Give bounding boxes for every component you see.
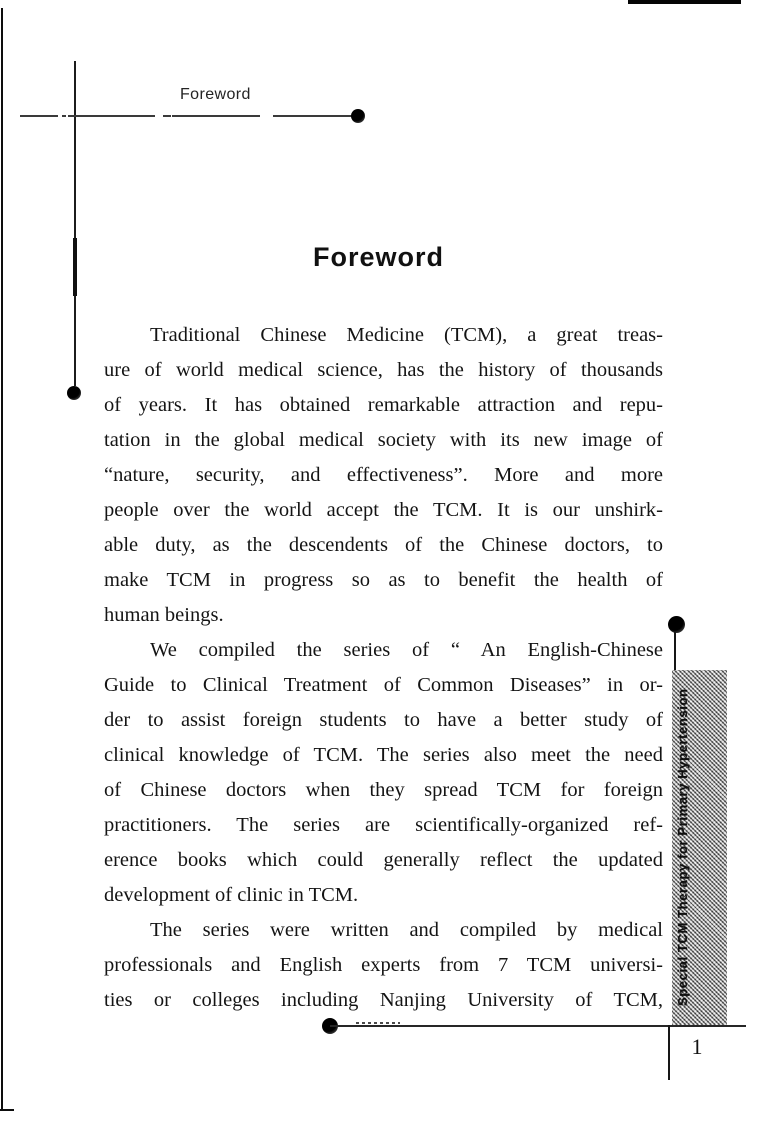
header-rule-dot-icon bbox=[351, 109, 365, 123]
page-title: Foreword bbox=[312, 242, 444, 273]
body-line: The series were written and compiled by medical bbox=[150, 919, 663, 941]
page-border-foot bbox=[0, 1109, 14, 1111]
body-line: We compiled the series of “ An English-Chinese bbox=[150, 639, 663, 661]
body-line: ties or colleges including Nanjing University of TCM, bbox=[104, 989, 663, 1011]
body-line: development of clinic in TCM. bbox=[104, 884, 359, 906]
book-title-strip bbox=[672, 670, 727, 1025]
header-rule-segment bbox=[273, 115, 352, 117]
body-line: erence books which could generally reflect the updated bbox=[104, 849, 663, 871]
header-rule-segment bbox=[163, 115, 171, 117]
header-vertical-rule bbox=[74, 61, 76, 386]
body-line: make TCM in progress so as to benefit the health of bbox=[104, 569, 663, 591]
header-rule-segment bbox=[62, 115, 66, 117]
page-number: 1 bbox=[691, 1034, 703, 1059]
body-line: Traditional Chinese Medicine (TCM), a great treas- bbox=[150, 324, 663, 346]
top-right-scan-bar bbox=[628, 0, 741, 4]
body-line: “nature, security, and effectiveness”. More and more bbox=[104, 464, 663, 486]
body-line: of Chinese doctors when they spread TCM for foreign bbox=[104, 779, 663, 801]
header-rule-segment bbox=[68, 115, 155, 117]
body-line: of years. It has obtained remarkable attraction and repu- bbox=[104, 394, 663, 416]
page-border-left bbox=[1, 8, 3, 1111]
body-text bbox=[104, 318, 663, 1018]
header-rule-segment bbox=[172, 115, 260, 117]
body-line: professionals and English experts from 7 TCM universi- bbox=[104, 954, 663, 976]
footer-rule bbox=[330, 1025, 746, 1027]
body-line: people over the world accept the TCM. It is our unshirk- bbox=[104, 499, 663, 521]
body-line: der to assist foreign students to have a better study of bbox=[104, 709, 663, 731]
body-line: able duty, as the descendents of the Chinese doctors, to bbox=[104, 534, 663, 556]
header-rule-segment bbox=[20, 115, 58, 117]
running-header: Foreword bbox=[180, 86, 251, 103]
body-line: Guide to Clinical Treatment of Common Diseases” in or- bbox=[104, 674, 663, 696]
body-line: human beings. bbox=[104, 604, 224, 626]
body-line: practitioners. The series are scientifically-organized ref- bbox=[104, 814, 663, 836]
footer-vertical-rule bbox=[668, 1025, 670, 1080]
right-margin-dot-icon bbox=[668, 616, 685, 633]
body-line: clinical knowledge of TCM. The series also meet the need bbox=[104, 744, 663, 766]
strip-connector-rule bbox=[674, 631, 676, 671]
footer-rule-dashes bbox=[356, 1022, 400, 1024]
left-margin-dot-icon bbox=[67, 386, 81, 400]
body-line: tation in the global medical society with its new image of bbox=[104, 429, 663, 451]
body-line: ure of world medical science, has the history of thousands bbox=[104, 359, 663, 381]
book-title-vertical-text: Special TCM Therapy for Primary Hypertension bbox=[675, 688, 690, 1007]
